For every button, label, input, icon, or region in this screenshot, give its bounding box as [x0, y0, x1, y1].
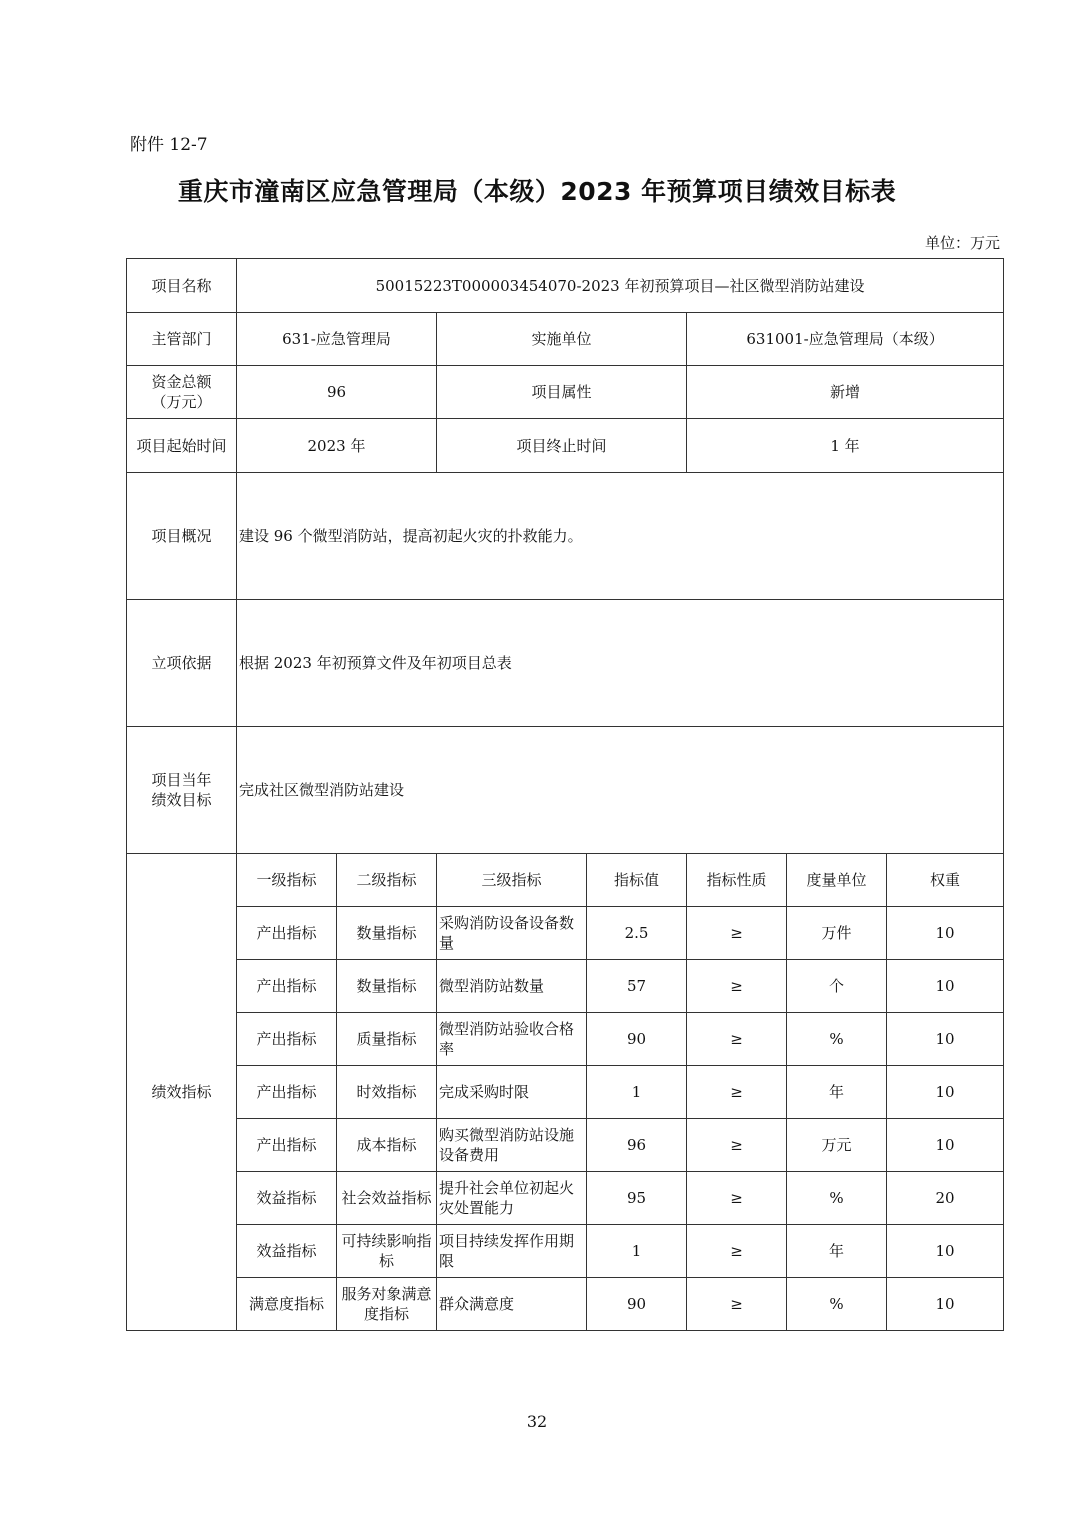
table-row: [127, 1066, 1004, 1119]
indicators-section-label: 绩效指标: [127, 854, 237, 1331]
row-value: 95: [587, 1172, 687, 1225]
header-l1: 一级指标: [237, 854, 337, 907]
row-l1: 产出指标: [237, 1013, 337, 1066]
row-unit: 万件: [787, 907, 887, 960]
row-l3: 购买微型消防站设施设备费用: [437, 1119, 587, 1172]
row-l1: 产出指标: [237, 960, 337, 1013]
row-weight: 10: [887, 1119, 1004, 1172]
header-value: 指标值: [587, 854, 687, 907]
row-value: 2.5: [587, 907, 687, 960]
row-weight: 10: [887, 960, 1004, 1013]
row-l3: 微型消防站验收合格率: [437, 1013, 587, 1066]
basis-value: 根据 2023 年初预算文件及年初项目总表: [237, 600, 1004, 727]
row-l2: 社会效益指标: [337, 1172, 437, 1225]
row-l3: 微型消防站数量: [437, 960, 587, 1013]
end-value: 1 年: [687, 419, 1004, 473]
table-row: [127, 1278, 1004, 1331]
row-l1: 产出指标: [237, 1066, 337, 1119]
overview-value: 建设 96 个微型消防站，提高初起火灾的扑救能力。: [237, 473, 1004, 600]
row-l2: 质量指标: [337, 1013, 437, 1066]
attachment-label: 附件 12-7: [130, 135, 208, 155]
dept-value: 631-应急管理局: [237, 313, 437, 366]
table-row: [127, 1172, 1004, 1225]
project-name-label: 项目名称: [127, 259, 237, 313]
row-weight: 10: [887, 1013, 1004, 1066]
row-l3: 项目持续发挥作用期限: [437, 1225, 587, 1278]
row-value: 1: [587, 1066, 687, 1119]
row-l3: 完成采购时限: [437, 1066, 587, 1119]
row-unit: %: [787, 1278, 887, 1331]
dept-label: 主管部门: [127, 313, 237, 366]
row-unit: 万元: [787, 1119, 887, 1172]
header-nature: 指标性质: [687, 854, 787, 907]
page-title: 重庆市潼南区应急管理局（本级）2023 年预算项目绩效目标表: [177, 177, 897, 206]
fund-label: [127, 366, 237, 419]
table-row: [127, 1225, 1004, 1278]
goal-label-line1: 项目当年: [151, 771, 212, 789]
row-unit: 年: [787, 1066, 887, 1119]
row-l2: 数量指标: [337, 960, 437, 1013]
row-nature: ≥: [687, 1278, 787, 1331]
fund-label-line1: 资金总额: [151, 373, 212, 391]
row-l1: 产出指标: [237, 907, 337, 960]
row-weight: 20: [887, 1172, 1004, 1225]
page-number: 32: [526, 1412, 548, 1431]
row-l1: 满意度指标: [237, 1278, 337, 1331]
row-nature: ≥: [687, 1225, 787, 1278]
overview-label: 项目概况: [127, 473, 237, 600]
row-nature: ≥: [687, 907, 787, 960]
row-weight: 10: [887, 1066, 1004, 1119]
header-l2: 二级指标: [337, 854, 437, 907]
row-value: 57: [587, 960, 687, 1013]
row-l2: 时效指标: [337, 1066, 437, 1119]
unit-label: 单位：万元: [924, 234, 1000, 252]
row-value: 90: [587, 1278, 687, 1331]
row-value: 1: [587, 1225, 687, 1278]
row-nature: ≥: [687, 1172, 787, 1225]
row-l3: 采购消防设备设备数量: [437, 907, 587, 960]
row-unit: 年: [787, 1225, 887, 1278]
row-weight: 10: [887, 907, 1004, 960]
row-weight: 10: [887, 1225, 1004, 1278]
goal-label-line2: 绩效目标: [151, 791, 212, 809]
row-unit: %: [787, 1013, 887, 1066]
fund-label-line2: （万元）: [151, 393, 212, 411]
goal-value: 完成社区微型消防站建设: [237, 727, 1004, 854]
row-value: 96: [587, 1119, 687, 1172]
row-l2: 成本指标: [337, 1119, 437, 1172]
end-label: 项目终止时间: [437, 419, 687, 473]
header-unit: 度量单位: [787, 854, 887, 907]
header-weight: 权重: [887, 854, 1004, 907]
table-row: [127, 1013, 1004, 1066]
table-row: [127, 907, 1004, 960]
row-unit: %: [787, 1172, 887, 1225]
attr-value: 新增: [687, 366, 1004, 419]
table-row: [127, 1119, 1004, 1172]
start-label: 项目起始时间: [127, 419, 237, 473]
row-nature: ≥: [687, 1013, 787, 1066]
table-row: [127, 960, 1004, 1013]
row-weight: 10: [887, 1278, 1004, 1331]
row-l3: 提升社会单位初起火灾处置能力: [437, 1172, 587, 1225]
row-l1: 产出指标: [237, 1119, 337, 1172]
row-l2: 可持续影响指标: [337, 1225, 437, 1278]
row-l1: 效益指标: [237, 1172, 337, 1225]
impl-label: 实施单位: [437, 313, 687, 366]
performance-table: [126, 258, 1004, 1331]
header-l3: 三级指标: [437, 854, 587, 907]
start-value: 2023 年: [237, 419, 437, 473]
row-l1: 效益指标: [237, 1225, 337, 1278]
attr-label: 项目属性: [437, 366, 687, 419]
project-name-value: 50015223T000003454070-2023 年初预算项目—社区微型消防站建设: [237, 259, 1004, 313]
row-l3: 群众满意度: [437, 1278, 587, 1331]
row-value: 90: [587, 1013, 687, 1066]
row-nature: ≥: [687, 960, 787, 1013]
goal-label: [127, 727, 237, 854]
row-l2: 数量指标: [337, 907, 437, 960]
row-l2: 服务对象满意度指标: [337, 1278, 437, 1331]
row-unit: 个: [787, 960, 887, 1013]
impl-value: 631001-应急管理局（本级）: [687, 313, 1004, 366]
basis-label: 立项依据: [127, 600, 237, 727]
row-nature: ≥: [687, 1119, 787, 1172]
fund-value: 96: [237, 366, 437, 419]
row-nature: ≥: [687, 1066, 787, 1119]
